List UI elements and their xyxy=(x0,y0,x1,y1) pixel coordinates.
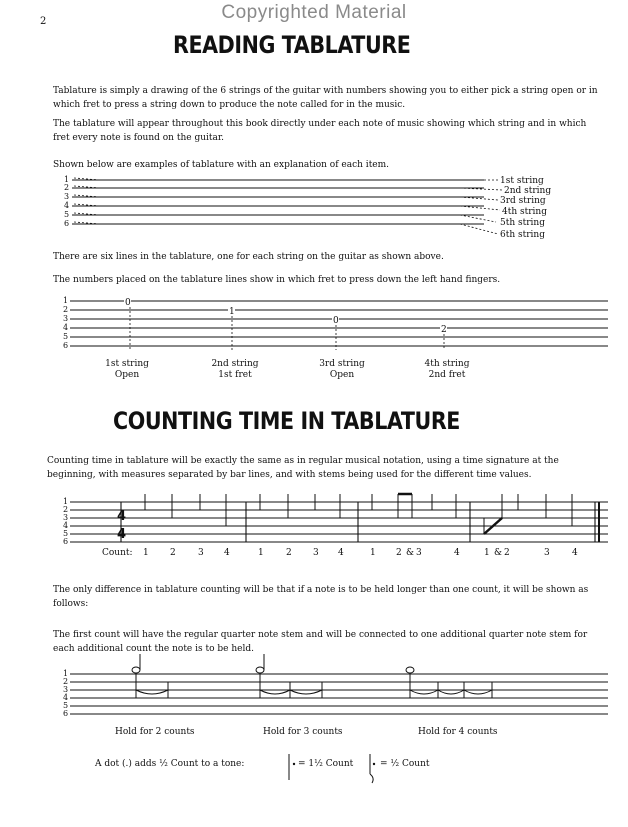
svg-text:1: 1 xyxy=(63,669,69,678)
hold-label: Hold for 4 counts xyxy=(418,727,498,737)
count-label: Count: xyxy=(102,548,133,558)
count-number: 2 xyxy=(286,548,292,558)
tablature-strings-diagram xyxy=(60,172,560,244)
paragraph-intro: Tablature is simply a drawing of the 6 strings of the guitar with numbers showing you to either pick a string open or in which fret to press a string down to produce the note called for in the music. xyxy=(53,86,598,110)
count-number: 2 xyxy=(396,548,402,558)
svg-text:2: 2 xyxy=(63,305,69,314)
svg-text:4: 4 xyxy=(64,201,70,210)
count-number: 4 xyxy=(572,548,578,558)
paragraph-fret-numbers: The numbers placed on the tablature lines show in which fret to press down the left hand fingers. xyxy=(53,275,501,285)
count-number: & xyxy=(406,548,415,558)
count-number: 1 xyxy=(484,548,490,558)
svg-text:2: 2 xyxy=(63,505,69,514)
count-number: 1 xyxy=(370,548,376,558)
svg-text:3: 3 xyxy=(64,192,70,201)
string-label: 6th string xyxy=(500,230,545,240)
string-label: 4th string xyxy=(502,207,547,217)
example-label: 1st string Open xyxy=(105,359,149,380)
count-number: 1 xyxy=(258,548,264,558)
example-label: 2nd string 1st fret xyxy=(211,359,259,380)
hold-notes-tablature xyxy=(60,662,620,724)
time-signature-top: 4 xyxy=(117,509,127,524)
string-label: 1st string xyxy=(500,176,544,186)
svg-text:4: 4 xyxy=(63,693,69,702)
svg-text:5: 5 xyxy=(64,210,70,219)
svg-text:6: 6 xyxy=(63,341,69,350)
paragraph-counting: Counting time in tablature will be exactly the same as in regular musical notation, using a time signature at the beginning, with measures separated by bar lines, and with stems being used for the different time values. xyxy=(47,456,559,480)
rhythm-tablature xyxy=(60,490,620,550)
example-label: 3rd string Open xyxy=(319,359,365,380)
tablature-fret-diagram xyxy=(60,292,620,362)
time-signature-bottom: 4 xyxy=(117,527,127,542)
svg-text:2: 2 xyxy=(64,183,70,192)
svg-text:5: 5 xyxy=(63,701,69,710)
paragraph-placement: The tablature will appear throughout this book directly under each note of music showing which string and in which fret every note is found on the guitar. xyxy=(53,119,587,143)
page-number: 2 xyxy=(40,16,47,27)
string-label: 3rd string xyxy=(500,196,546,206)
svg-text:3: 3 xyxy=(63,685,69,694)
eighth-dot-symbol xyxy=(366,752,380,784)
svg-text:1: 1 xyxy=(64,175,70,184)
svg-text:6: 6 xyxy=(64,219,70,228)
svg-text:1: 1 xyxy=(63,497,69,506)
section-title-counting-time: COUNTING TIME IN TABLATURE xyxy=(113,407,460,435)
hold-label: Hold for 3 counts xyxy=(263,727,343,737)
svg-text:2: 2 xyxy=(63,677,69,686)
count-number: 1 xyxy=(143,548,149,558)
count-number: 4 xyxy=(338,548,344,558)
count-number: 3 xyxy=(544,548,550,558)
paragraph-first-count: The first count will have the regular quarter note stem and will be connected to one additional quarter note stem for each additional count the note is to be held. xyxy=(53,630,588,654)
svg-text:3: 3 xyxy=(63,513,69,522)
watermark: Copyrighted Material xyxy=(221,2,407,23)
svg-text:1: 1 xyxy=(63,296,69,305)
fret-number: 0 xyxy=(125,298,131,308)
count-number: 4 xyxy=(454,548,460,558)
section-title-reading-tablature: READING TABLATURE xyxy=(173,31,411,59)
svg-text:5: 5 xyxy=(63,332,69,341)
hold-label: Hold for 2 counts xyxy=(115,727,195,737)
svg-text:5: 5 xyxy=(63,529,69,538)
fret-number: 1 xyxy=(229,307,235,317)
dot-equation: = ½ Count xyxy=(380,759,430,769)
svg-text:4: 4 xyxy=(63,323,69,332)
dot-equation: = 1½ Count xyxy=(298,759,354,769)
count-number: 2 xyxy=(170,548,176,558)
string-label: 5th string xyxy=(500,218,545,228)
paragraph-examples-intro: Shown below are examples of tablature with an explanation of each item. xyxy=(53,160,390,170)
paragraph-six-lines: There are six lines in the tablature, one for each string on the guitar as shown above. xyxy=(53,252,444,262)
paragraph-only-difference: The only difference in tablature counting will be that if a note is to be held longer than one count, it will be shown as follows: xyxy=(53,585,589,609)
svg-text:4: 4 xyxy=(63,521,69,530)
svg-text:3: 3 xyxy=(63,314,69,323)
count-number: 4 xyxy=(224,548,230,558)
count-number: & xyxy=(494,548,503,558)
fret-number: 0 xyxy=(333,316,339,326)
string-label: 2nd string xyxy=(504,186,552,196)
svg-text:6: 6 xyxy=(63,537,69,546)
example-label: 4th string 2nd fret xyxy=(424,359,470,380)
count-number: 3 xyxy=(198,548,204,558)
count-number: 3 xyxy=(313,548,319,558)
count-number: 3 xyxy=(416,548,422,558)
count-number: 2 xyxy=(504,548,510,558)
dot-explanation: A dot (.) adds ½ Count to a tone: xyxy=(95,759,245,769)
fret-number: 2 xyxy=(441,325,447,335)
svg-text:6: 6 xyxy=(63,709,69,718)
